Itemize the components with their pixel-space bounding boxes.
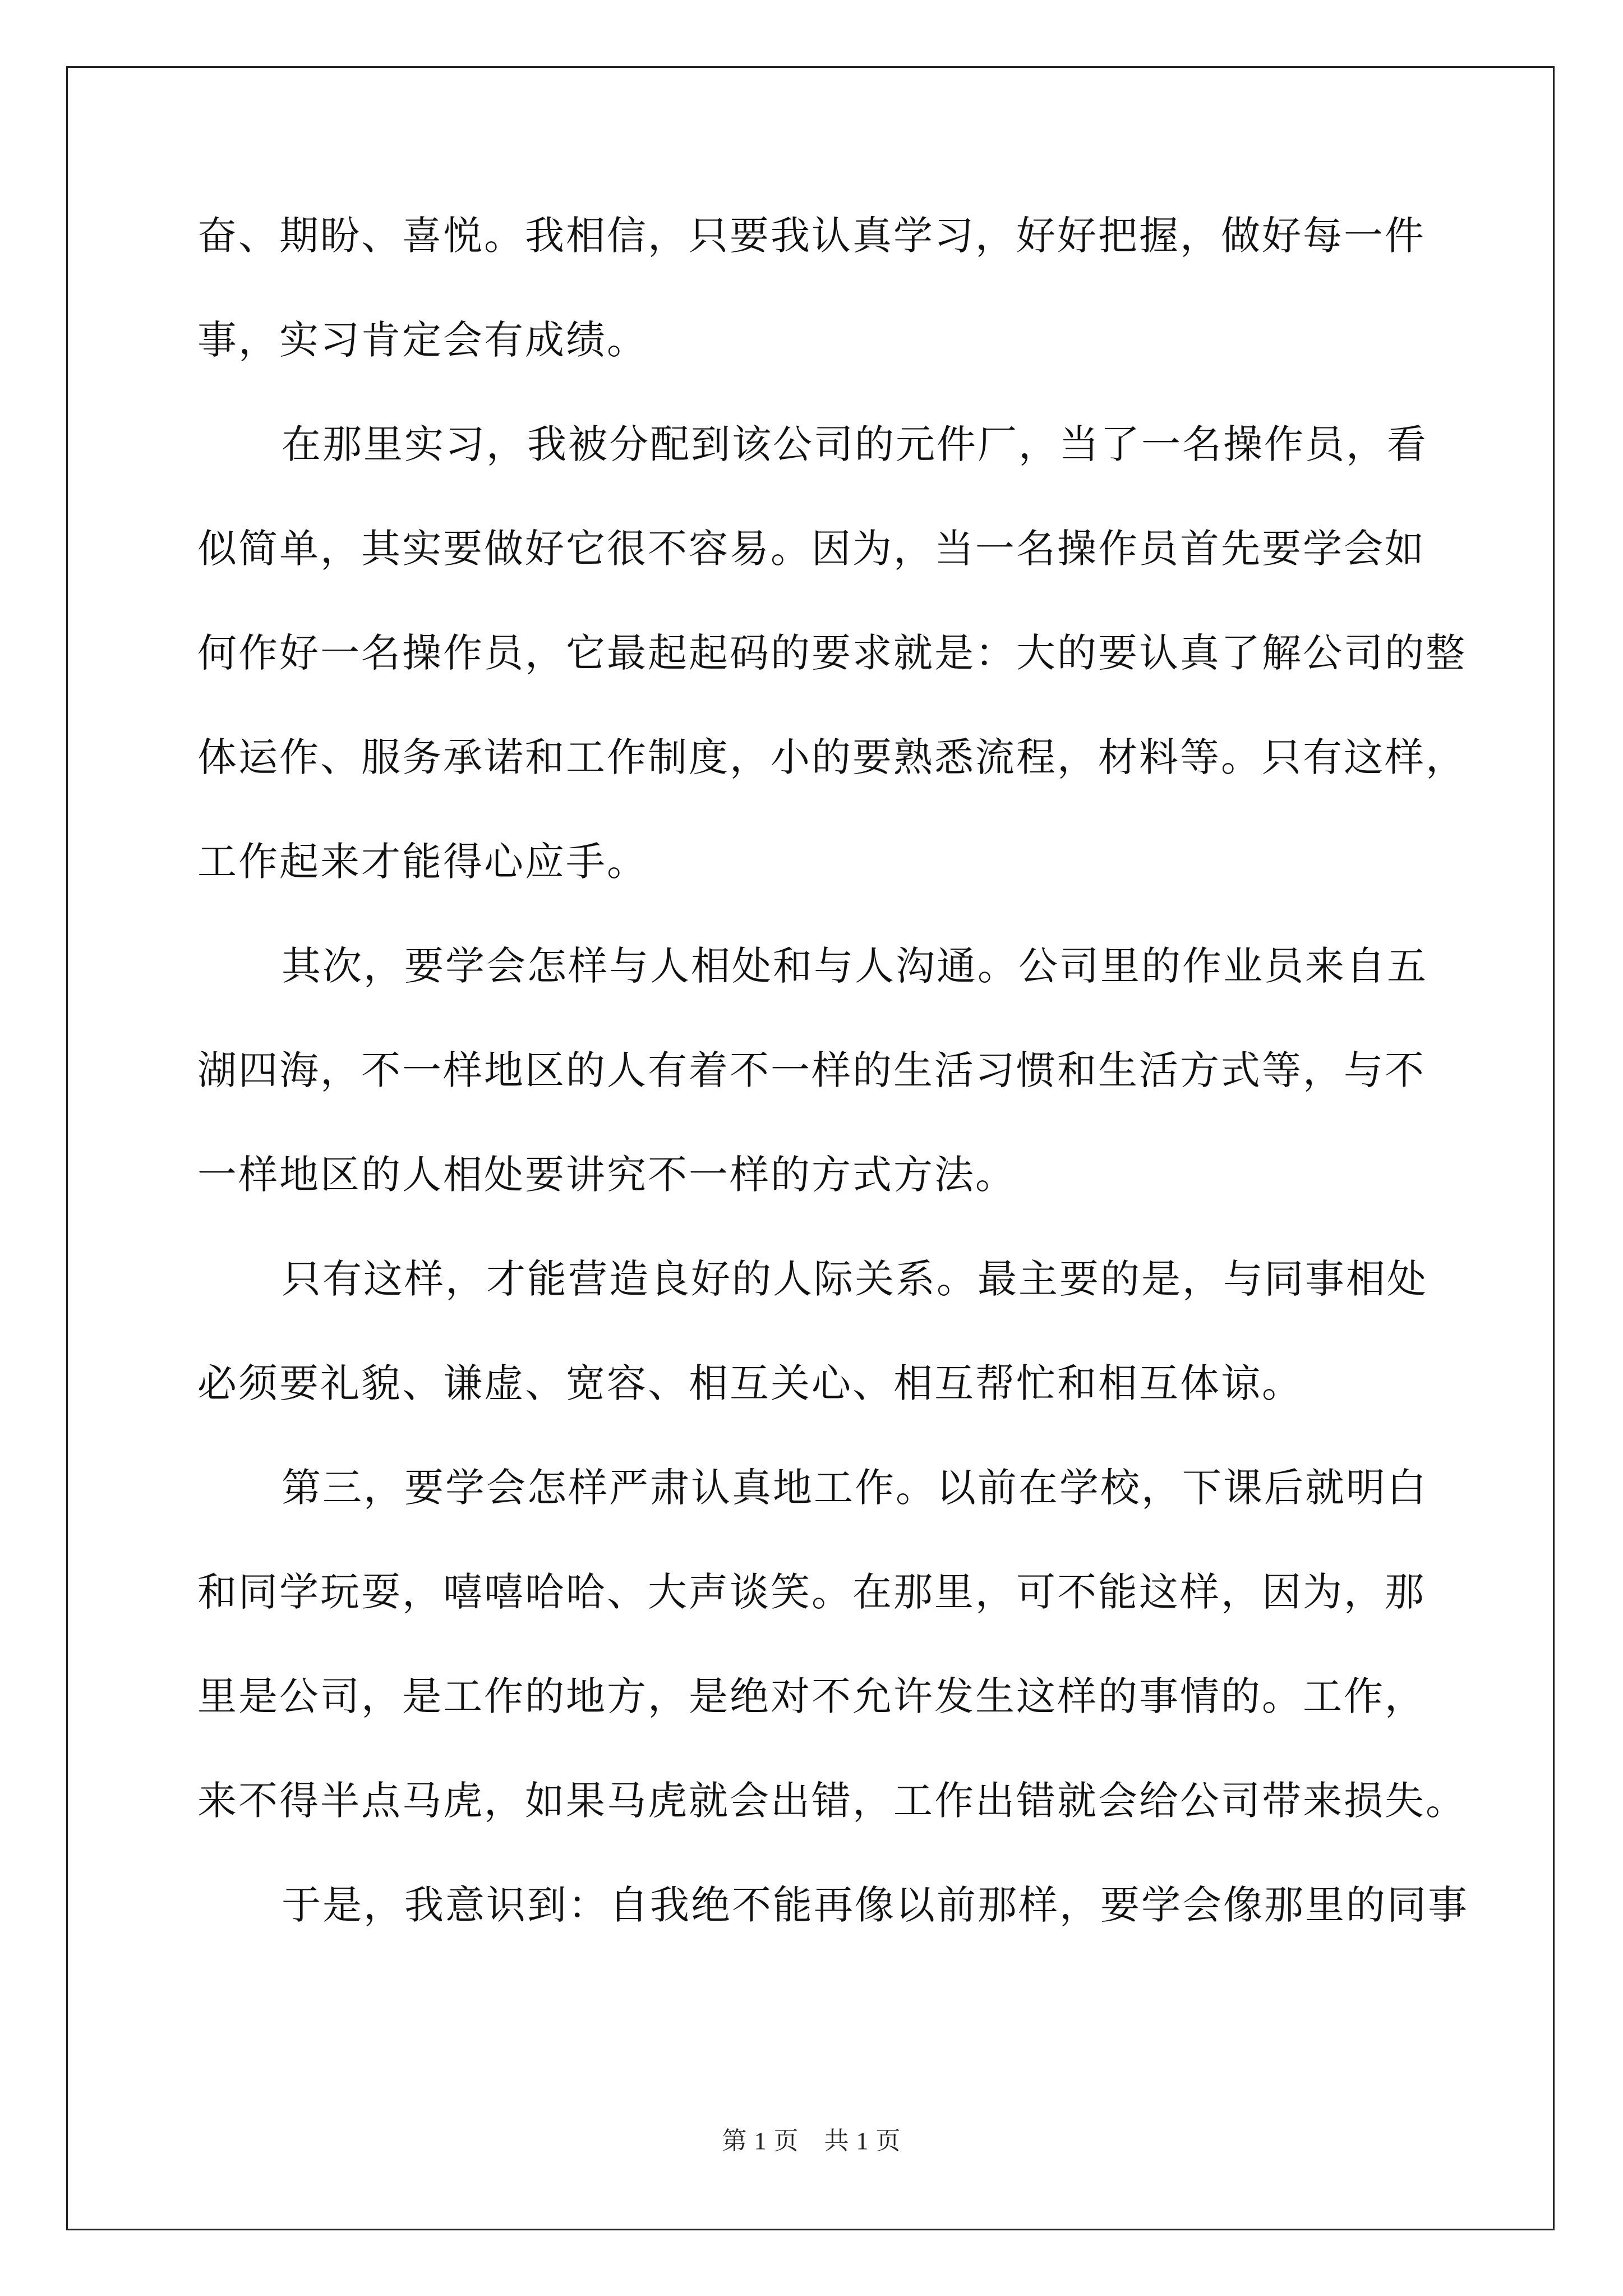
paragraph-start-line: 在那里实习，我被分配到该公司的元件厂，当了一名操作员，看 bbox=[282, 421, 1428, 467]
paragraph-start-line: 只有这样，才能营造良好的人际关系。最主要的是，与同事相处 bbox=[282, 1256, 1428, 1302]
text-line: 湖四海，不一样地区的人有着不一样的生活习惯和生活方式等，与不 bbox=[197, 1047, 1426, 1093]
text-line: 何作好一名操作员，它最起起码的要求就是：大的要认真了解公司的整 bbox=[197, 630, 1467, 676]
text-line: 工作起来才能得心应手。 bbox=[197, 839, 648, 885]
text-line: 奋、期盼、喜悦。我相信，只要我认真学习，好好把握，做好每一件 bbox=[197, 213, 1426, 259]
text-line: 必须要礼貌、谦虚、宽容、相互关心、相互帮忙和相互体谅。 bbox=[197, 1360, 1303, 1406]
paragraph-start-line: 其次，要学会怎样与人相处和与人沟通。公司里的作业员来自五 bbox=[282, 943, 1428, 989]
text-line: 一样地区的人相处要讲究不一样的方式方法。 bbox=[197, 1152, 1016, 1198]
text-line: 和同学玩耍，嘻嘻哈哈、大声谈笑。在那里，可不能这样，因为，那 bbox=[197, 1569, 1426, 1615]
text-line: 里是公司，是工作的地方，是绝对不允许发生这样的事情的。工作， bbox=[197, 1673, 1426, 1719]
page-number-footer: 第 1 页 共 1 页 bbox=[722, 2127, 901, 2155]
text-line: 来不得半点马虎，如果马虎就会出错，工作出错就会给公司带来损失。 bbox=[197, 1778, 1467, 1824]
text-line: 事，实习肯定会有成绩。 bbox=[197, 317, 648, 363]
paragraph-start-line: 第三，要学会怎样严肃认真地工作。以前在学校，下课后就明白 bbox=[282, 1465, 1428, 1511]
text-line: 体运作、服务承诺和工作制度，小的要熟悉流程，材料等。只有这样， bbox=[197, 734, 1467, 780]
paragraph-start-line: 于是，我意识到：自我绝不能再像以前那样，要学会像那里的同事 bbox=[282, 1882, 1469, 1928]
document-body bbox=[197, 213, 1469, 1928]
text-line: 似简单，其实要做好它很不容易。因为，当一名操作员首先要学会如 bbox=[197, 526, 1426, 572]
